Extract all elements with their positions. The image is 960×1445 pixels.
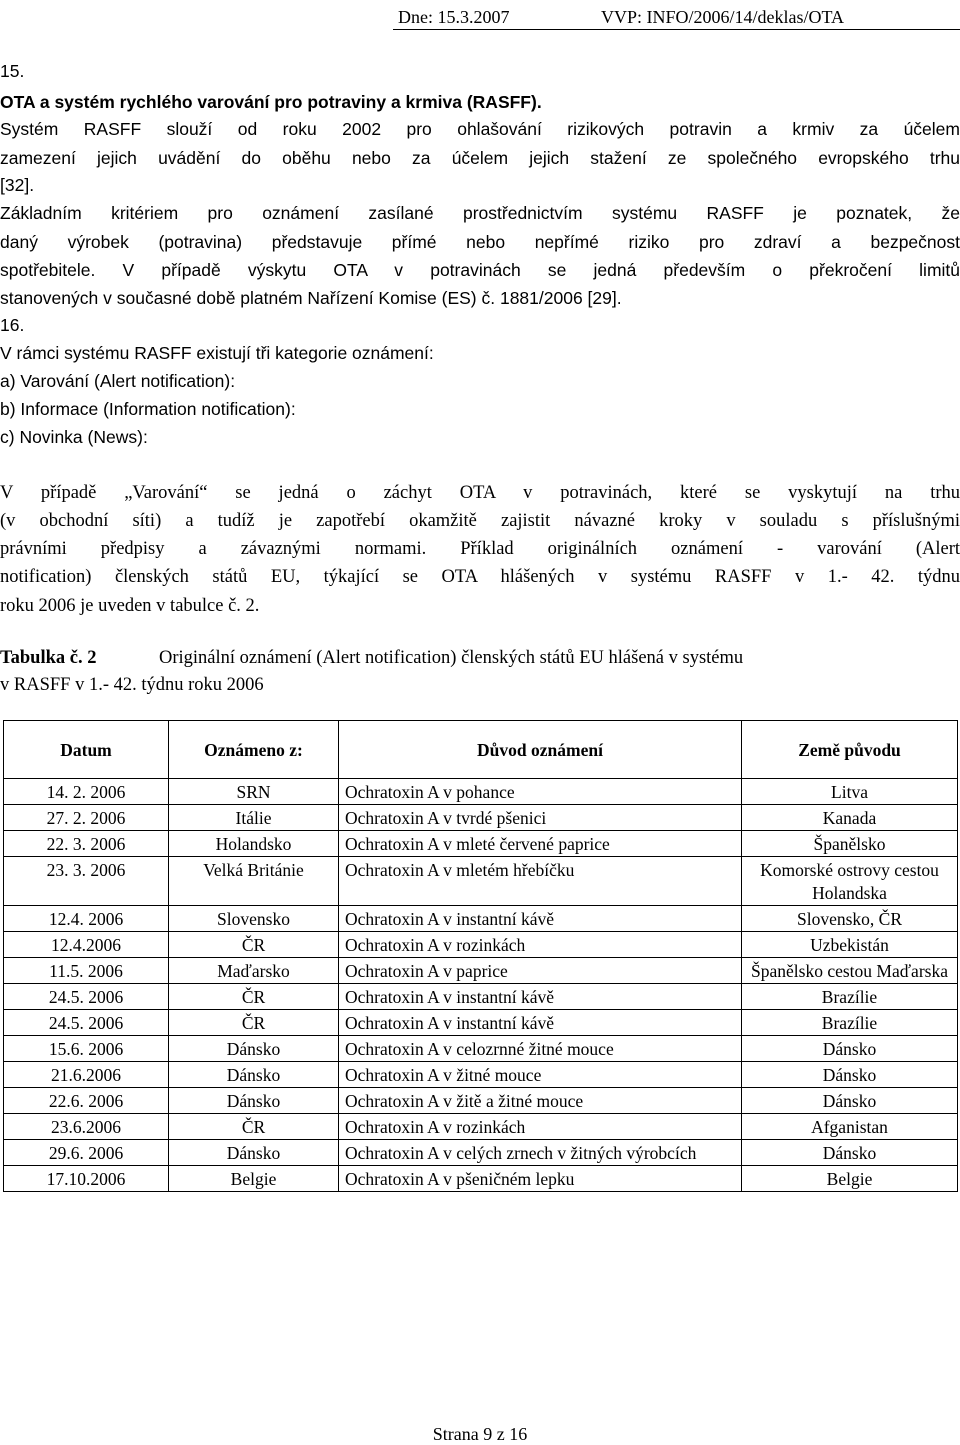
- table-row: [4, 906, 958, 932]
- cell-date: 14. 2. 2006: [4, 779, 169, 805]
- table-row: [4, 932, 958, 958]
- header-oznameno-z: Oznámeno z:: [169, 721, 339, 779]
- table-row: [4, 1140, 958, 1166]
- cell-reason: Ochratoxin A v celozrnné žitné mouce: [339, 1036, 742, 1062]
- cell-reason: Ochratoxin A v mletém hřebíčku: [339, 857, 742, 906]
- cell-date: 17.10.2006: [4, 1166, 169, 1192]
- section-15-line-5: daný výrobek (potravina) představuje přímé nebo nepřímé riziko pro zdraví a bezpečnost: [0, 232, 960, 252]
- cell-date: 11.5. 2006: [4, 958, 169, 984]
- cell-reported-by: ČR: [169, 1010, 339, 1036]
- cell-origin: Uzbekistán: [742, 932, 958, 958]
- header-date: Dne: 15.3.2007: [398, 7, 510, 27]
- cell-origin: Dánsko: [742, 1062, 958, 1088]
- section-16-intro: V rámci systému RASFF existují tři kategorie oznámení:: [0, 343, 434, 363]
- table-row: [4, 857, 958, 906]
- header-datum: Datum: [4, 721, 169, 779]
- cell-reason: Ochratoxin A v žitné mouce: [339, 1062, 742, 1088]
- cell-reason: Ochratoxin A v pohance: [339, 779, 742, 805]
- cell-reported-by: Dánsko: [169, 1088, 339, 1114]
- category-b: b) Informace (Information notification):: [0, 399, 296, 419]
- page-header: [393, 4, 960, 30]
- cell-date: 22.6. 2006: [4, 1088, 169, 1114]
- cell-date: 23.6.2006: [4, 1114, 169, 1140]
- cell-reason: Ochratoxin A v instantní kávě: [339, 906, 742, 932]
- cell-reported-by: SRN: [169, 779, 339, 805]
- cell-origin: Slovensko, ČR: [742, 906, 958, 932]
- header-zeme-puvodu: Země původu: [742, 721, 958, 779]
- page-footer: Strana 9 z 16: [432, 1424, 528, 1444]
- cell-origin: Dánsko: [742, 1036, 958, 1062]
- cell-origin: Dánsko: [742, 1140, 958, 1166]
- cell-date: 12.4. 2006: [4, 906, 169, 932]
- cell-date: 12.4.2006: [4, 932, 169, 958]
- cell-reason: Ochratoxin A v celých zrnech v žitných výrobcích: [339, 1140, 742, 1166]
- cell-reported-by: Holandsko: [169, 831, 339, 857]
- cell-date: 24.5. 2006: [4, 984, 169, 1010]
- cell-reported-by: Slovensko: [169, 906, 339, 932]
- section-15-line-3: [32].: [0, 175, 35, 195]
- table-caption: [0, 644, 960, 673]
- cell-date: 15.6. 2006: [4, 1036, 169, 1062]
- table-row: [4, 1062, 958, 1088]
- category-c: c) Novinka (News):: [0, 427, 148, 447]
- cell-date: 29.6. 2006: [4, 1140, 169, 1166]
- table-row: [4, 1166, 958, 1192]
- cell-origin: Brazílie: [742, 984, 958, 1010]
- cell-reason: Ochratoxin A v tvrdé pšenici: [339, 805, 742, 831]
- table-header-row: [4, 721, 958, 779]
- table-row: [4, 831, 958, 857]
- table-row: [4, 779, 958, 805]
- cell-origin: Litva: [742, 779, 958, 805]
- cell-reason: Ochratoxin A v instantní kávě: [339, 984, 742, 1010]
- cell-date: 23. 3. 2006: [4, 857, 169, 906]
- cell-origin: Španělsko: [742, 831, 958, 857]
- table-row: [4, 984, 958, 1010]
- cell-reason: Ochratoxin A v instantní kávě: [339, 1010, 742, 1036]
- section-16-para-line-5: roku 2006 je uveden v tabulce č. 2.: [0, 596, 260, 616]
- section-15-title: OTA a systém rychlého varování pro potraviny a krmiva (RASFF).: [0, 92, 542, 112]
- header-duvod-oznameni: Důvod oznámení: [339, 721, 742, 779]
- header-reference: VVP: INFO/2006/14/deklas/OTA: [601, 7, 845, 27]
- cell-reported-by: Dánsko: [169, 1140, 339, 1166]
- cell-origin: Dánsko: [742, 1088, 958, 1114]
- cell-reported-by: Velká Británie: [169, 857, 339, 906]
- table-caption-line-2: v RASFF v 1.- 42. týdnu roku 2006: [0, 675, 264, 695]
- cell-reported-by: Belgie: [169, 1166, 339, 1192]
- cell-origin: Brazílie: [742, 1010, 958, 1036]
- cell-reason: Ochratoxin A v mleté červené paprice: [339, 831, 742, 857]
- cell-origin: Afganistan: [742, 1114, 958, 1140]
- table-row: [4, 805, 958, 831]
- section-16-para-line-2: (v obchodní síti) a tudíž je zapotřebí okamžitě zajistit návazné kroky v souladu s příslušnými: [0, 511, 960, 531]
- cell-reason: Ochratoxin A v žitě a žitné mouce: [339, 1088, 742, 1114]
- cell-date: 24.5. 2006: [4, 1010, 169, 1036]
- cell-reported-by: Dánsko: [169, 1062, 339, 1088]
- cell-reported-by: Dánsko: [169, 1036, 339, 1062]
- section-15-line-7: stanovených v současné době platném Nařízení Komise (ES) č. 1881/2006 [29].: [0, 288, 622, 308]
- cell-date: 22. 3. 2006: [4, 831, 169, 857]
- section-16-para-line-1: V případě „Varování“ se jedná o záchyt OTA v potravinách, které se vyskytují na trhu: [0, 483, 960, 503]
- section-15-number: 15.: [0, 61, 25, 81]
- section-15-line-4: Základním kritériem pro oznámení zasílané prostřednictvím systému RASFF je poznatek, že: [0, 203, 960, 223]
- cell-reported-by: Maďarsko: [169, 958, 339, 984]
- category-a: a) Varování (Alert notification):: [0, 371, 236, 391]
- cell-origin: Španělsko cestou Maďarska: [742, 958, 958, 984]
- table-caption-text: Originální oznámení (Alert notification) členských států EU hlášená v systému: [159, 648, 744, 668]
- cell-origin: Belgie: [742, 1166, 958, 1192]
- section-15-line-6: spotřebitele. V případě výskytu OTA v potravinách se jedná především o překročení limitů: [0, 260, 960, 280]
- section-15-line-2: zamezení jejich uvádění do oběhu nebo za účelem jejich stažení ze společného evropského trhu: [0, 148, 960, 168]
- section-16-para-line-4: notification) členských států EU, týkající se OTA hlášených v systému RASFF v 1.- 42. týdnu: [0, 567, 960, 587]
- cell-reason: Ochratoxin A v paprice: [339, 958, 742, 984]
- cell-reported-by: ČR: [169, 1114, 339, 1140]
- section-15-line-1: Systém RASFF slouží od roku 2002 pro ohlašování rizikových potravin a krmiv za účelem: [0, 119, 960, 139]
- cell-reported-by: ČR: [169, 984, 339, 1010]
- cell-reason: Ochratoxin A v rozinkách: [339, 1114, 742, 1140]
- section-16-number: 16.: [0, 315, 25, 335]
- table-row: [4, 1114, 958, 1140]
- cell-date: 21.6.2006: [4, 1062, 169, 1088]
- cell-date: 27. 2. 2006: [4, 805, 169, 831]
- cell-reported-by: ČR: [169, 932, 339, 958]
- table-row: [4, 958, 958, 984]
- table-row: [4, 1036, 958, 1062]
- cell-origin: Kanada: [742, 805, 958, 831]
- cell-origin: Komorské ostrovy cestou Holandska: [742, 857, 958, 906]
- cell-reason: Ochratoxin A v pšeničném lepku: [339, 1166, 742, 1192]
- table-row: [4, 1010, 958, 1036]
- table-row: [4, 1088, 958, 1114]
- cell-reason: Ochratoxin A v rozinkách: [339, 932, 742, 958]
- cell-reported-by: Itálie: [169, 805, 339, 831]
- table-caption-label: Tabulka č. 2: [0, 648, 97, 668]
- rasff-table: [3, 720, 958, 1192]
- section-16-para-line-3: právními předpisy a závaznými normami. Příklad originálních oznámení - varování (Alert: [0, 539, 960, 559]
